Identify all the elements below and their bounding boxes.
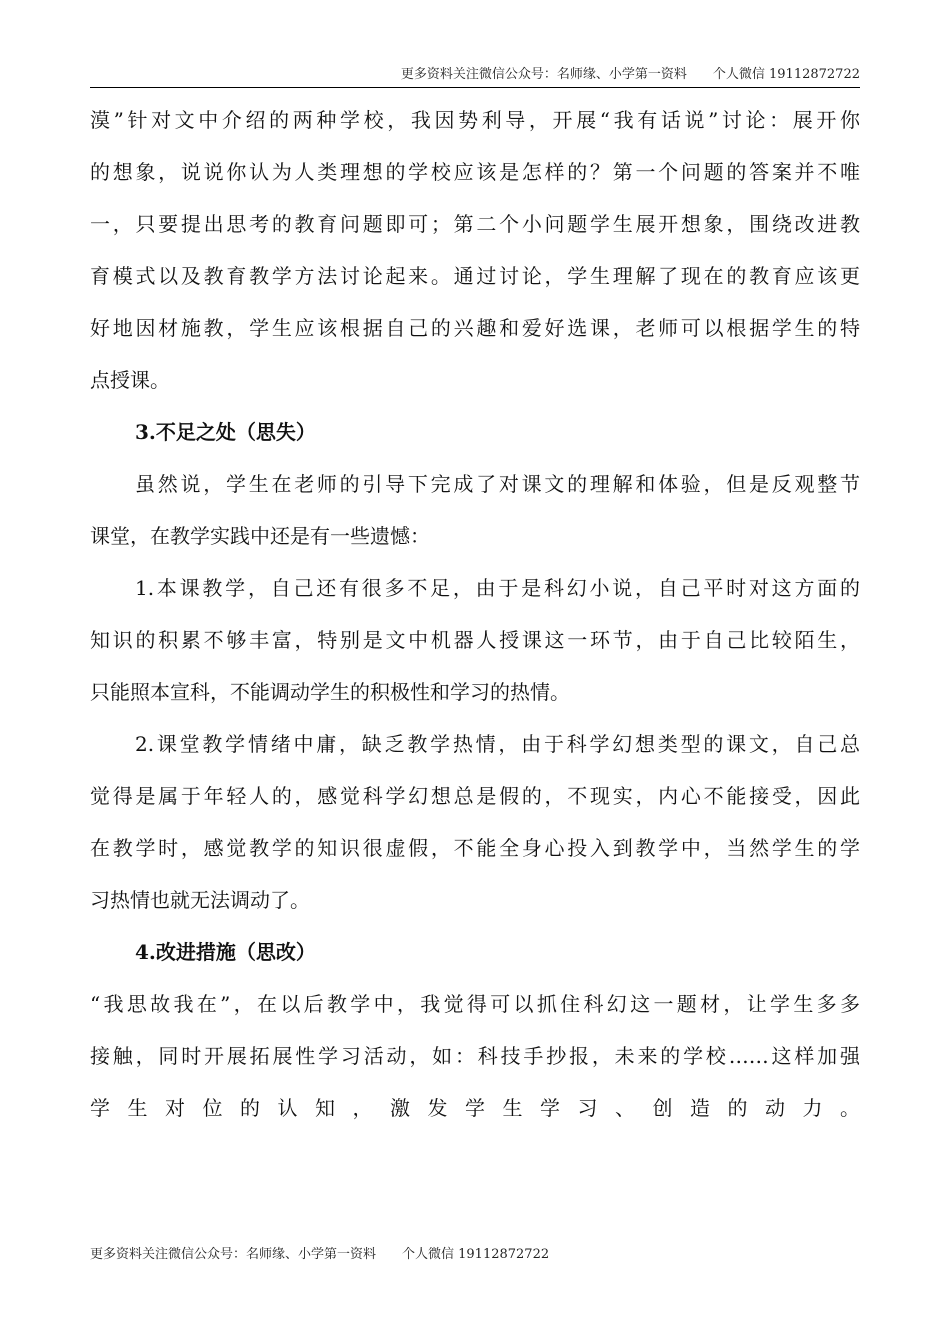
text-line: 2.课堂教学情绪中庸，缺乏教学热情，由于科学幻想类型的课文，自己总 [135, 732, 860, 756]
text-line: 一，只要提出思考的教育问题即可；第二个小问题学生展开想象，围绕改进教 [90, 212, 860, 236]
paragraph-1 [90, 100, 860, 412]
text-line: 虽然说，学生在老师的引导下完成了对课文的理解和体验，但是反观整节 [135, 472, 860, 496]
section-4-body [90, 984, 860, 1140]
text-line: 点授课。 [90, 368, 170, 392]
header-divider [90, 87, 860, 88]
text-line: 好地因材施教，学生应该根据自己的兴趣和爱好选课，老师可以根据学生的特 [90, 316, 860, 340]
section-3-item-2 [90, 724, 860, 932]
section-3-item-1 [90, 568, 860, 724]
text-line: 学生对位的认知，激发学生学习、创造的动力。 [90, 1096, 860, 1120]
section-3-intro [90, 464, 860, 568]
text-line: 知识的积累不够丰富，特别是文中机器人授课这一环节，由于自己比较陌生， [90, 628, 860, 652]
section-3-heading: 3.不足之处（思失） [135, 420, 316, 444]
page-header: 更多资料关注微信公众号：名师缘、小学第一资料 个人微信 19112872722 [400, 67, 860, 82]
text-line: 习热情也就无法调动了。 [90, 888, 310, 912]
text-line: 的想象，说说你认为人类理想的学校应该是怎样的？第一个问题的答案并不唯 [90, 160, 860, 184]
text-line: 1.本课教学，自己还有很多不足，由于是科幻小说，自己平时对这方面的 [135, 576, 860, 600]
section-4-heading: 4.改进措施（思改） [135, 940, 316, 964]
text-line: 接触，同时开展拓展性学习活动，如：科技手抄报，未来的学校……这样加强 [90, 1044, 860, 1068]
text-line: 课堂，在教学实践中还是有一些遗憾： [90, 524, 430, 548]
text-line: 觉得是属于年轻人的，感觉科学幻想总是假的，不现实，内心不能接受，因此 [90, 784, 860, 808]
text-line: 育模式以及教育教学方法讨论起来。通过讨论，学生理解了现在的教育应该更 [90, 264, 860, 288]
text-line: 只能照本宣科，不能调动学生的积极性和学习的热情。 [90, 680, 570, 704]
text-line: 在教学时，感觉教学的知识很虚假，不能全身心投入到教学中，当然学生的学 [90, 836, 860, 860]
page-footer: 更多资料关注微信公众号：名师缘、小学第一资料 个人微信 19112872722 [90, 1247, 550, 1262]
document-body [90, 100, 860, 1140]
text-line: 漠”针对文中介绍的两种学校，我因势利导，开展“我有话说”讨论：展开你 [90, 108, 860, 132]
text-line: “我思故我在”，在以后教学中，我觉得可以抓住科幻这一题材，让学生多多 [90, 992, 860, 1016]
